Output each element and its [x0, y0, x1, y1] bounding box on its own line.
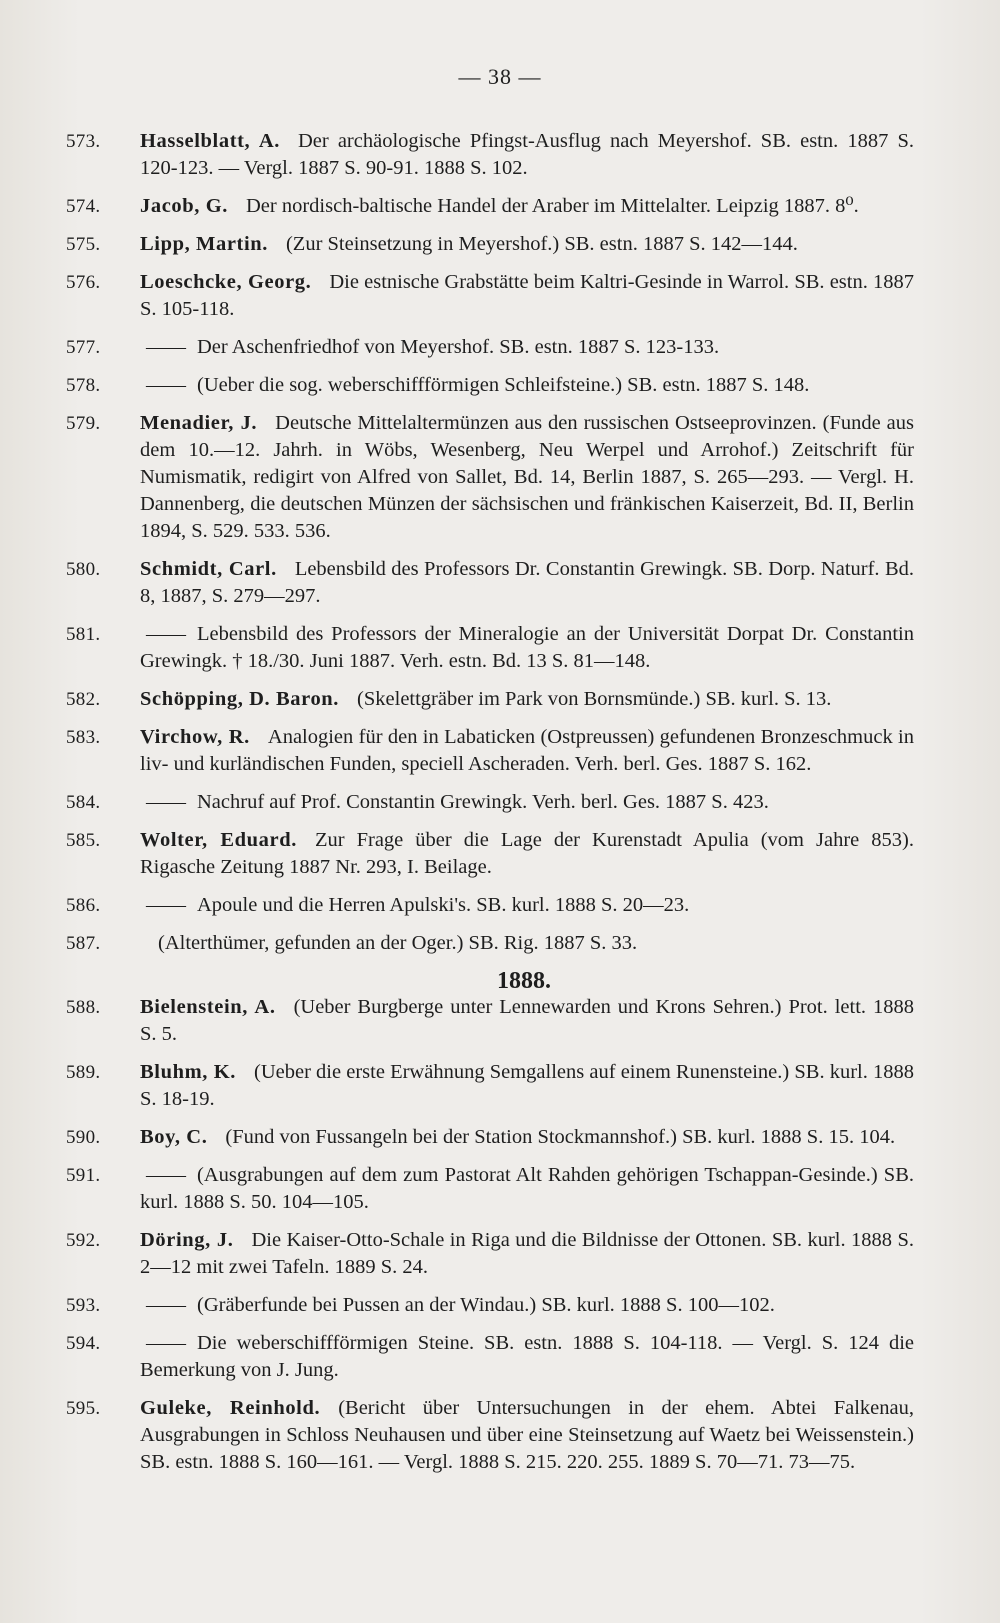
entry-text: (Skelettgräber im Park von Bornsmünde.) SB. kurl. S. 13. [357, 688, 832, 710]
entry-590 [66, 1124, 914, 1151]
entry-number: 592. [66, 1230, 101, 1251]
entry-576 [66, 269, 914, 323]
entry-author: Döring, J. [140, 1229, 234, 1251]
entry-586 [66, 892, 914, 919]
entry-dash: —— [146, 374, 185, 396]
entry-text: (Ueber die sog. weberschiffförmigen Schleifsteine.) SB. estn. 1887 S. 148. [197, 374, 810, 396]
entry-number: 587. [66, 933, 101, 954]
entry-579 [66, 410, 914, 545]
entry-number: 585. [66, 830, 101, 851]
entry-number: 578. [66, 375, 101, 396]
entry-text: Lebensbild des Professors der Mineralogie an der Universität Dorpat Dr. Constantin Grewingk. † 18./30. Juni 1887. Verh. estn. Bd. 13 S. 81—148. [140, 623, 914, 672]
entry-585 [66, 827, 914, 881]
entry-592 [66, 1227, 914, 1281]
entry-number: 581. [66, 624, 101, 645]
entry-number: 579. [66, 413, 101, 434]
entry-author: Bielenstein, A. [140, 996, 276, 1018]
entry-595 [66, 1395, 914, 1476]
entry-580 [66, 556, 914, 610]
entry-author: Hasselblatt, A. [140, 130, 280, 152]
entry-number: 588. [66, 997, 101, 1018]
entry-text: Zur Frage über die Lage der Kurenstadt Apulia (vom Jahre 853). Rigasche Zeitung 1887 Nr. 293, I. Beilage. [140, 829, 914, 878]
entry-number: 573. [66, 131, 101, 152]
entry-584 [66, 789, 914, 816]
entry-text: (Fund von Fussangeln bei der Station Stockmannshof.) SB. kurl. 1888 S. 15. 104. [225, 1126, 896, 1148]
entry-587 [66, 930, 914, 957]
entry-581 [66, 621, 914, 675]
entry-author: Schöpping, D. Baron. [140, 688, 340, 710]
entry-text: Lebensbild des Professors Dr. Constantin Grewingk. SB. Dorp. Naturf. Bd. 8, 1887, S. 279—297. [140, 558, 914, 607]
entry-text: (Zur Steinsetzung in Meyershof.) SB. estn. 1887 S. 142—144. [285, 233, 798, 255]
entry-number: 583. [66, 727, 101, 748]
entry-text: (Gräberfunde bei Pussen an der Windau.) SB. kurl. 1888 S. 100—102. [197, 1294, 775, 1316]
entry-number: 575. [66, 234, 101, 255]
entry-number: 591. [66, 1165, 101, 1186]
entry-text: (Bericht über Untersuchungen in der ehem. Abtei Falkenau, Ausgrabungen in Schloss Neuhausen und über eine Steinsetzung auf Waetz bei Weissenstein.) SB. estn. 1888 S. 160—161. — Vergl. 1888 S. 215. 220. 255. 1889 S. 70—71. 73—75. [140, 1397, 914, 1473]
entry-author: Lipp, Martin. [140, 233, 268, 255]
entry-number: 594. [66, 1333, 101, 1354]
entry-number: 590. [66, 1127, 101, 1148]
entry-number: 576. [66, 272, 101, 293]
entry-text: Der archäologische Pfingst-Ausflug nach Meyershof. SB. estn. 1887 S. 120-123. — Vergl. 1887 S. 90-91. 1888 S. 102. [140, 130, 914, 179]
year-heading: 1888. [497, 968, 551, 994]
entry-text: Der nordisch-baltische Handel der Araber im Mittelalter. Leipzig 1887. 8⁰. [245, 195, 859, 217]
entry-author: Boy, C. [140, 1126, 208, 1148]
entry-author: Guleke, Reinhold. [140, 1397, 321, 1419]
entry-dash: —— [146, 791, 185, 813]
entry-text: (Alterthümer, gefunden an der Oger.) SB. Rig. 1887 S. 33. [158, 932, 638, 954]
entry-591 [66, 1162, 914, 1216]
entry-577 [66, 334, 914, 361]
entry-text: Analogien für den in Labaticken (Ostpreussen) gefundenen Bronzeschmuck in liv- und kurländischen Funden, speciell Ascheraden. Verh. berl. Ges. 1887 S. 162. [140, 726, 914, 775]
entry-text: Apoule und die Herren Apulski's. SB. kurl. 1888 S. 20—23. [197, 894, 690, 916]
entry-582 [66, 686, 914, 713]
entry-number: 580. [66, 559, 101, 580]
entry-text: (Ueber Burgberge unter Lennewarden und Krons Sehren.) Prot. lett. 1888 S. 5. [140, 996, 914, 1045]
entry-588 [66, 994, 914, 1048]
entry-text: Deutsche Mittelaltermünzen aus den russischen Ostseeprovinzen. (Funde aus dem 10.—12. Jahrh. in Wöbs, Wesenberg, Neu Werpel und Arrohof.) Zeitschrift für Numismatik, redigirt von Alfred von Sallet, Bd. 14, Berlin 1887, S. 265—293. — Vergl. H. Dannenberg, die deutschen Münzen der sächsischen und fränkischen Kaiserzeit, Bd. II, Berlin 1894, S. 529. 533. 536. [140, 412, 914, 542]
entry-573 [66, 128, 914, 182]
entry-575 [66, 231, 914, 258]
entry-text: Nachruf auf Prof. Constantin Grewingk. Verh. berl. Ges. 1887 S. 423. [197, 791, 769, 813]
entry-593 [66, 1292, 914, 1319]
page-number: — 38 — [458, 64, 542, 89]
entry-text: (Ausgrabungen auf dem zum Pastorat Alt Rahden gehörigen Tschappan-Gesinde.) SB. kurl. 1888 S. 50. 104—105. [140, 1164, 914, 1213]
entry-number: 586. [66, 895, 101, 916]
entry-text: (Ueber die erste Erwähnung Semgallens auf einem Runensteine.) SB. kurl. 1888 S. 18-19. [140, 1061, 914, 1110]
entry-text: Die estnische Grabstätte beim Kaltri-Gesinde in Warrol. SB. estn. 1887 S. 105-118. [140, 271, 914, 320]
entry-author: Schmidt, Carl. [140, 558, 277, 580]
entry-578 [66, 372, 914, 399]
entry-number: 577. [66, 337, 101, 358]
entry-number: 593. [66, 1295, 101, 1316]
entry-dash: —— [146, 623, 185, 645]
entry-594 [66, 1330, 914, 1384]
entry-583 [66, 724, 914, 778]
entry-dash: —— [146, 336, 185, 358]
entry-number: 582. [66, 689, 101, 710]
entry-author: Bluhm, K. [140, 1061, 236, 1083]
entry-dash: —— [146, 1164, 185, 1186]
entry-author: Menadier, J. [140, 412, 258, 434]
entry-589 [66, 1059, 914, 1113]
entry-author: Wolter, Eduard. [140, 829, 297, 851]
entry-dash: —— [146, 894, 185, 916]
entry-author: Jacob, G. [140, 195, 228, 217]
entry-dash: —— [146, 1294, 185, 1316]
entry-number: 589. [66, 1062, 101, 1083]
entry-text: Der Aschenfriedhof von Meyershof. SB. estn. 1887 S. 123-133. [197, 336, 720, 358]
entry-574 [66, 193, 914, 220]
bibliography-list [66, 128, 914, 1487]
entry-number: 574. [66, 196, 101, 217]
entry-dash: —— [146, 1332, 185, 1354]
entry-number: 584. [66, 792, 101, 813]
entry-author: Loeschcke, Georg. [140, 271, 312, 293]
entry-text: Die Kaiser-Otto-Schale in Riga und die Bildnisse der Ottonen. SB. kurl. 1888 S. 2—12 mit zwei Tafeln. 1889 S. 24. [140, 1229, 914, 1278]
entry-number: 595. [66, 1398, 101, 1419]
entry-author: Virchow, R. [140, 726, 250, 748]
entry-text: Die weberschiffförmigen Steine. SB. estn. 1888 S. 104-118. — Vergl. S. 124 die Bemerkung von J. Jung. [140, 1332, 914, 1381]
